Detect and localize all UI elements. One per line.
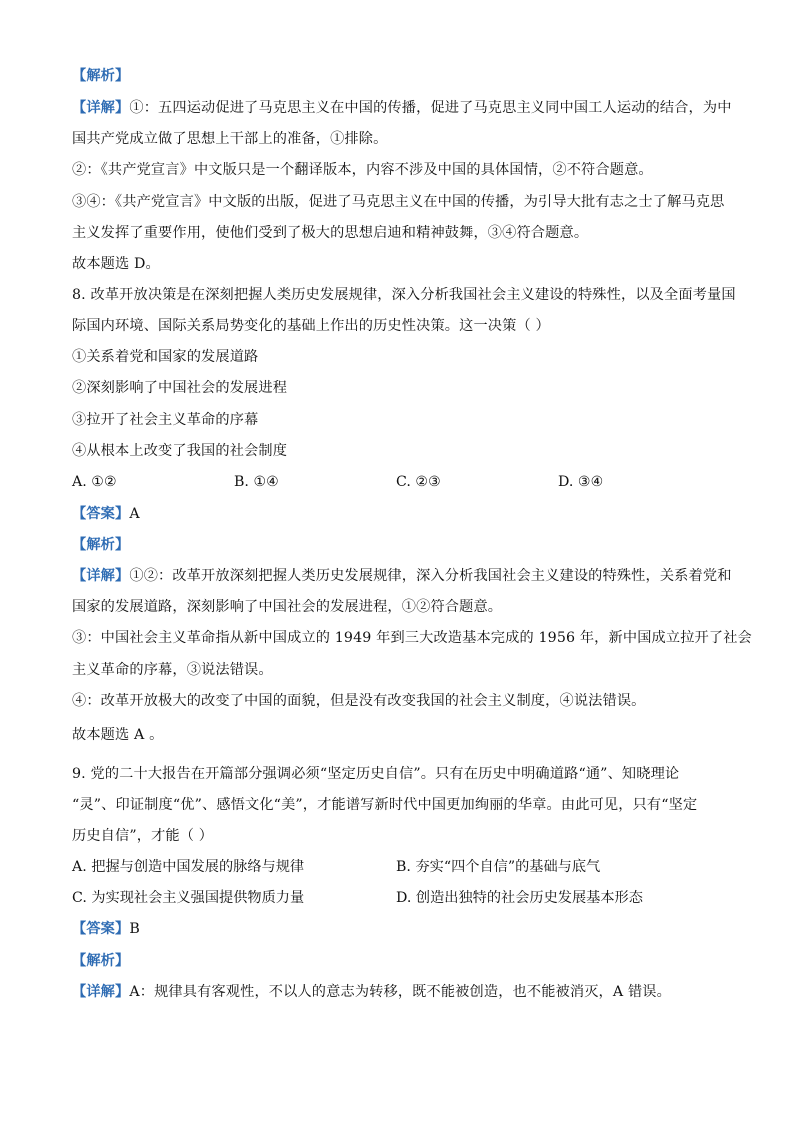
q9-stem-line-1: 9. 党的二十大报告在开篇部分强调必须“坚定历史自信”。只有在历史中明确道路“通”、知晓理论 [72, 766, 680, 782]
q7-detail-line-1 [72, 98, 732, 118]
q9-jiexi-label: 【解析】 [72, 953, 130, 969]
q9-detail-text-1: A：规律具有客观性，不以人的意志为转移，既不能被创造，也不能被消灭，A 错误。 [129, 984, 671, 1000]
q8-detail-line-4: 主义革命的序幕，③说法错误。 [72, 662, 273, 678]
q9-stem-line-2: “灵”、印证制度“优”、感悟文化“美”，才能谱写新时代中国更加绚丽的华章。由此可见，只有“坚定 [72, 797, 698, 813]
q8-detail-line-1 [72, 566, 732, 586]
q8-detail-line-2: 国家的发展道路，深刻影响了中国社会的发展进程，①②符合题意。 [72, 599, 503, 615]
q8-statement-2: ②深刻影响了中国社会的发展进程 [72, 380, 288, 396]
q9-answer: B [129, 921, 140, 937]
q8-statement-4: ④从根本上改变了我国的社会制度 [72, 443, 288, 459]
q8-detail-text-1: ①②：改革开放深刻把握人类历史发展规律，深入分析我国社会主义建设的特殊性，关系着党和 [129, 568, 732, 584]
q8-option-c: C. ②③ [396, 474, 441, 490]
q8-xiangjie-label: 【详解】 [72, 568, 130, 584]
q9-stem-line-3: 历史自信”，才能（ ） [72, 828, 214, 844]
q7-conclusion: 故本题选 D。 [72, 256, 160, 272]
q8-option-d: D. ③④ [558, 474, 604, 490]
q9-answer-line [72, 919, 140, 939]
q7-jiexi-label: 【解析】 [72, 68, 130, 84]
q8-jiexi-label: 【解析】 [72, 537, 130, 553]
q9-detail-line-1 [72, 982, 671, 1002]
q9-option-c: C. 为实现社会主义强国提供物质力量 [72, 890, 305, 906]
q8-stem-line-1: 8. 改革开放决策是在深刻把握人类历史发展规律，深入分析我国社会主义建设的特殊性，以及全面考量国 [72, 287, 736, 303]
q8-answer: A [129, 506, 140, 522]
q7-xiangjie-label: 【详解】 [72, 100, 130, 116]
q7-detail-text-1: ①：五四运动促进了马克思主义在中国的传播，促进了马克思主义同中国工人运动的结合，为中 [129, 100, 732, 116]
q8-statement-3: ③拉开了社会主义革命的序幕 [72, 412, 259, 428]
q8-answer-label: 【答案】 [72, 506, 130, 522]
q8-option-a: A. ①② [72, 474, 117, 490]
q8-detail-line-5: ④：改革开放极大的改变了中国的面貌，但是没有改变我国的社会主义制度，④说法错误。 [72, 693, 646, 709]
q8-statement-1: ①关系着党和国家的发展道路 [72, 349, 259, 365]
q8-detail-line-3: ③：中国社会主义革命指从新中国成立的 1949 年到三大改造基本完成的 1956 年，新中国成立拉开了社会 [72, 630, 752, 646]
q9-option-d: D. 创造出独特的社会历史发展基本形态 [396, 890, 643, 906]
q7-detail-line-2: 国共产党成立做了思想上干部上的准备，①排除。 [72, 131, 388, 147]
q7-detail-line-5: 主义发挥了重要作用，使他们受到了极大的思想启迪和精神鼓舞，③④符合题意。 [72, 225, 589, 241]
q8-answer-line [72, 504, 140, 524]
q8-conclusion: 故本题选 A 。 [72, 727, 164, 743]
q9-option-a: A. 把握与创造中国发展的脉络与规律 [72, 859, 305, 875]
q7-detail-line-4: ③④：《共产党宣言》中文版的出版，促进了马克思主义在中国的传播，为引导大批有志之士了解马克思 [72, 194, 725, 210]
q8-stem-line-2: 际国内环境、国际关系局势变化的基础上作出的历史性决策。这一决策（ ） [72, 318, 550, 334]
q9-xiangjie-label: 【详解】 [72, 984, 130, 1000]
q9-answer-label: 【答案】 [72, 921, 130, 937]
q9-option-b: B. 夯实“四个自信”的基础与底气 [396, 859, 601, 875]
q7-detail-line-3: ②：《共产党宣言》中文版只是一个翻译版本，内容不涉及中国的具体国情，②不符合题意。 [72, 162, 653, 178]
q8-option-b: B. ①④ [234, 474, 279, 490]
